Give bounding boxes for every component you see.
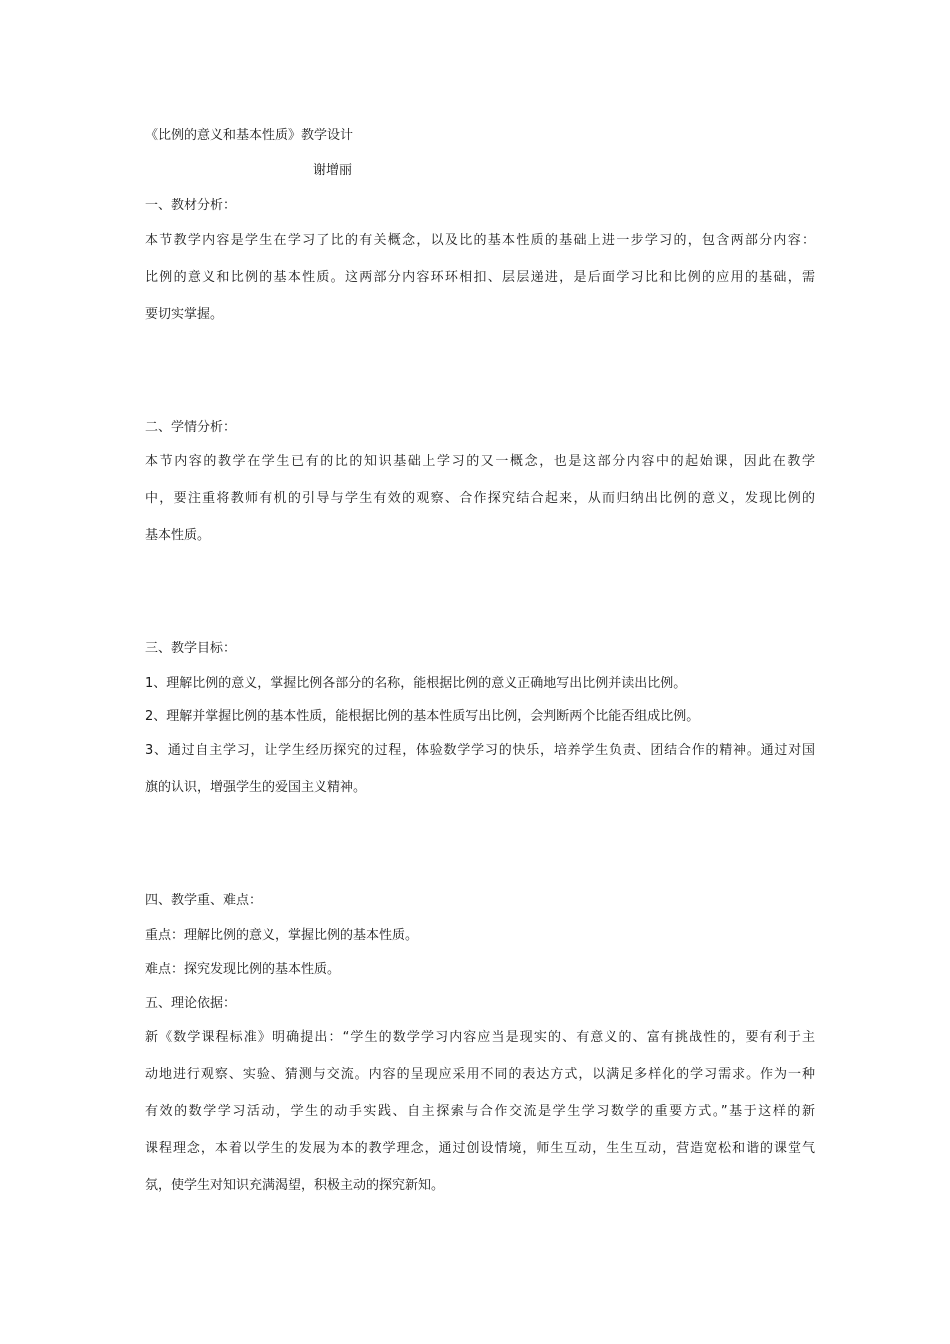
paragraph-line: 课程理念，本着以学生的发展为本的教学理念，通过创设情境，师生互动，生生互动，营造宽松和谐的课堂气 xyxy=(145,1141,815,1156)
list-item: 2、理解并掌握比例的基本性质，能根据比例的基本性质写出比例，会判断两个比能否组成比例。 xyxy=(145,709,700,724)
paragraph-line: 新《数学课程标准》明确提出：“学生的数学学习内容应当是现实的、有意义的、富有挑战性的，要有利于主 xyxy=(145,1030,815,1045)
paragraph-line: 本节内容的教学在学生已有的比的知识基础上学习的又一概念，也是这部分内容中的起始课，因此在教学 xyxy=(145,454,815,469)
paragraph-line: 本节教学内容是学生在学习了比的有关概念，以及比的基本性质的基础上进一步学习的，包含两部分内容： xyxy=(145,233,815,248)
paragraph-line: 比例的意义和比例的基本性质。这两部分内容环环相扣、层层递进，是后面学习比和比例的应用的基础，需 xyxy=(145,270,815,285)
paragraph-line: 动地进行观察、实验、猜测与交流。内容的呈现应采用不同的表达方式，以满足多样化的学习需求。作为一种 xyxy=(145,1067,815,1082)
document-author: 谢增丽 xyxy=(313,163,353,178)
section-heading: 三、教学目标： xyxy=(145,641,237,656)
list-item: 旗的认识，增强学生的爱国主义精神。 xyxy=(145,780,367,795)
list-item: 3、通过自主学习，让学生经历探究的过程，体验数学学习的快乐，培养学生负责、团结合作的精神。通过对国 xyxy=(145,743,815,758)
section-heading: 二、学情分析： xyxy=(145,420,237,435)
key-point-line: 重点：理解比例的意义，掌握比例的基本性质。 xyxy=(145,928,419,943)
section-heading: 四、教学重、难点： xyxy=(145,893,263,908)
document-title: 《比例的意义和基本性质》教学设计 xyxy=(145,128,354,143)
paragraph-line: 氛，使学生对知识充满渴望，积极主动的探究新知。 xyxy=(145,1178,445,1193)
difficult-point-line: 难点：探究发现比例的基本性质。 xyxy=(145,962,341,977)
paragraph-line: 中，要注重将教师有机的引导与学生有效的观察、合作探究结合起来，从而归纳出比例的意义，发现比例的 xyxy=(145,491,815,506)
paragraph-line: 有效的数学学习活动，学生的动手实践、自主探索与合作交流是学生学习数学的重要方式。”基于这样的新 xyxy=(145,1104,815,1119)
section-heading: 一、教材分析： xyxy=(145,198,237,213)
list-item: 1、理解比例的意义，掌握比例各部分的名称，能根据比例的意义正确地写出比例并读出比例。 xyxy=(145,676,687,691)
paragraph-line: 要切实掌握。 xyxy=(145,307,224,322)
section-heading: 五、理论依据： xyxy=(145,996,237,1011)
paragraph-line: 基本性质。 xyxy=(145,528,211,543)
